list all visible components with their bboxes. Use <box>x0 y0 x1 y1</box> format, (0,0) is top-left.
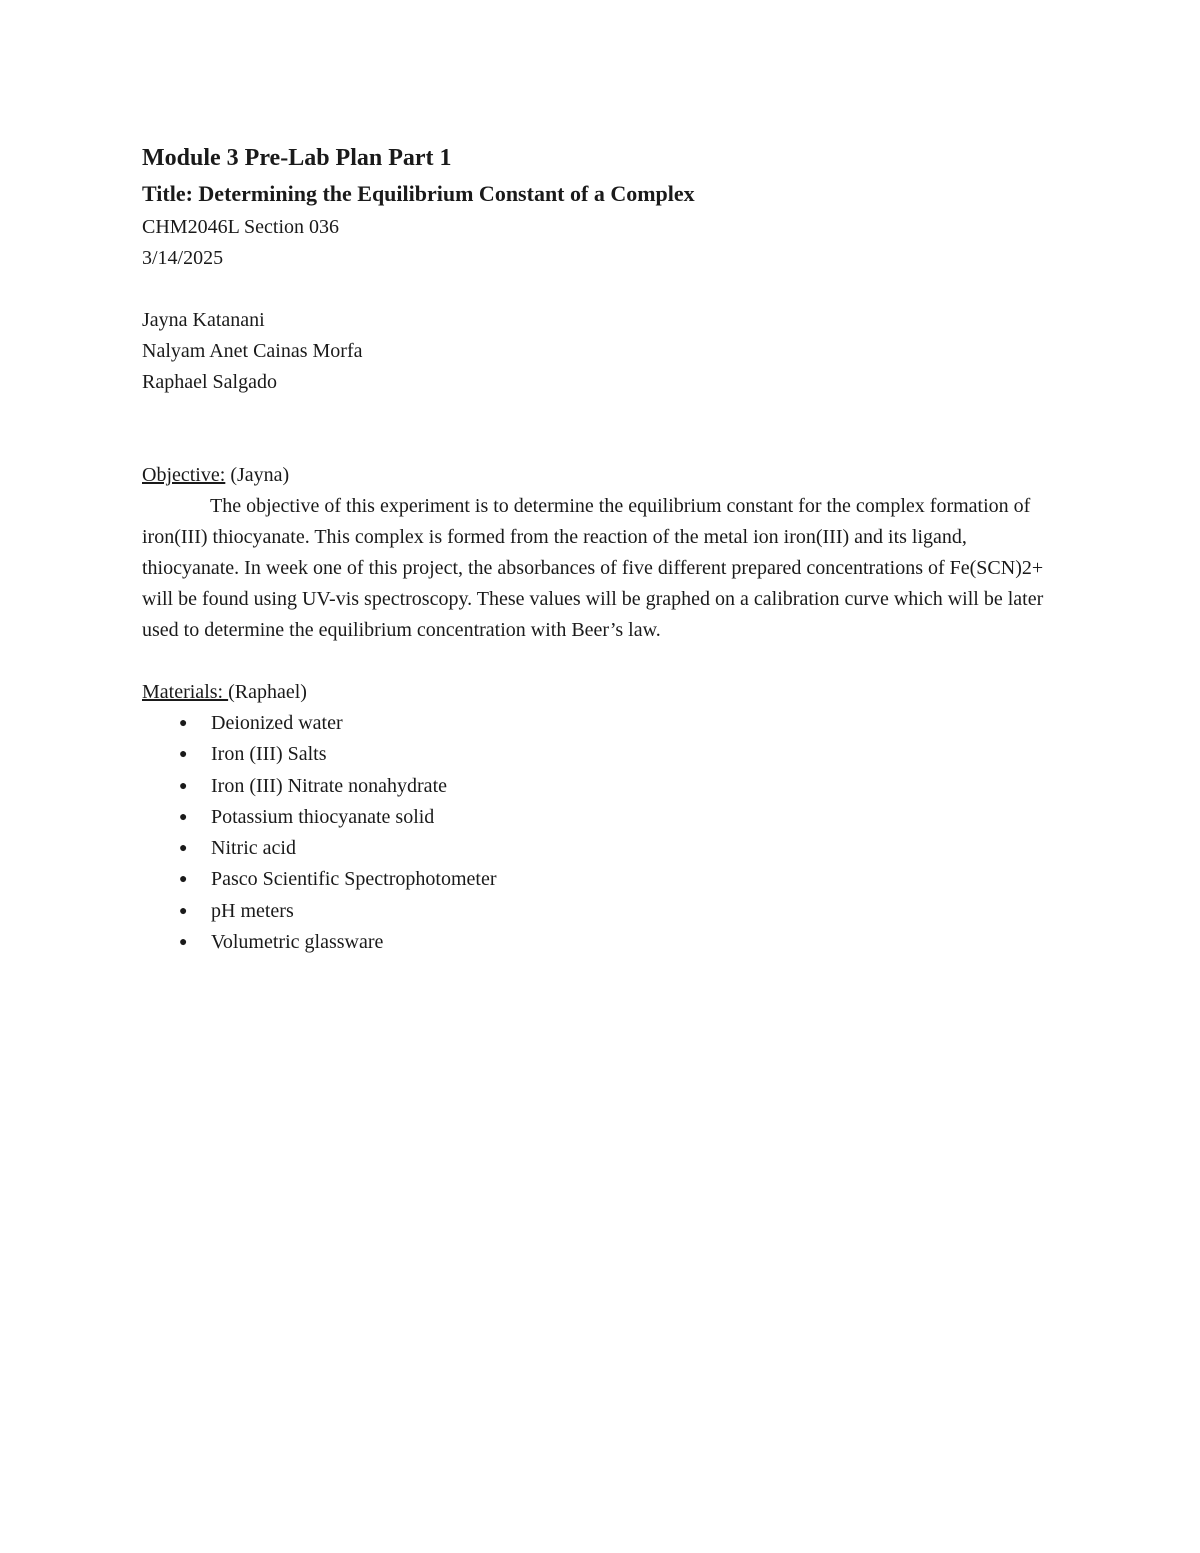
objective-paragraph: The objective of this experiment is to determine the equilibrium constant for the complex formation of iron(III) thiocyanate. This complex is formed from the reaction of the metal ion iron(III) and its ligand, thiocyanate. In week one of this project, the absorbances of five different prepared concentrations of Fe(SCN)2+ will be found using UV-vis spectroscopy. These values will be graphed on a calibration curve which will be later used to determine the equilibrium concentration with Beer’s law. <box>142 495 1044 641</box>
list-item-text: pH meters <box>211 899 294 922</box>
list-item-text: Iron (III) Nitrate nonahydrate <box>211 774 447 797</box>
list-item-text: Pasco Scientific Spectrophotometer <box>211 868 497 891</box>
bullet-icon: ● <box>179 809 188 825</box>
bullet-icon: ● <box>179 935 188 951</box>
bullet-icon: ● <box>179 903 188 919</box>
author-name: Jayna Katanani <box>142 309 265 331</box>
list-item <box>142 833 1062 864</box>
bullet-icon: ● <box>179 778 188 794</box>
bullet-icon: ● <box>179 872 188 888</box>
materials-section <box>142 677 1062 958</box>
objective-label: Objective: <box>142 464 226 486</box>
list-item-text: Volumetric glassware <box>211 931 384 954</box>
list-item <box>142 802 1062 833</box>
spacer <box>142 274 1062 305</box>
spacer <box>142 398 1062 460</box>
list-item-text: Nitric acid <box>211 837 296 860</box>
list-item <box>142 927 1062 958</box>
spacer <box>142 646 1062 677</box>
objective-author: (Jayna) <box>225 464 290 486</box>
list-item <box>142 896 1062 927</box>
list-item-text: Deionized water <box>211 712 343 734</box>
list-item <box>142 739 1062 770</box>
bullet-icon: ● <box>179 747 188 763</box>
list-item <box>142 771 1062 802</box>
document-page <box>142 140 1062 958</box>
materials-list <box>142 708 1062 958</box>
materials-label: Materials: <box>142 681 229 703</box>
list-item <box>142 708 1062 739</box>
list-item <box>142 864 1062 895</box>
bullet-icon: ● <box>179 841 188 857</box>
module-title: Module 3 Pre-Lab Plan Part 1 <box>142 145 452 171</box>
course-section: CHM2046L Section 036 <box>142 216 340 238</box>
list-item-text: Iron (III) Salts <box>211 743 327 766</box>
author-name: Raphael Salgado <box>142 371 277 393</box>
objective-heading <box>142 460 1062 491</box>
materials-heading <box>142 677 1062 708</box>
author-name: Nalyam Anet Cainas Morfa <box>142 340 363 362</box>
author-list <box>142 305 1062 398</box>
bullet-icon: ● <box>179 716 188 731</box>
objective-section <box>142 460 1062 646</box>
document-title: Title: Determining the Equilibrium Constant of a Complex <box>142 181 695 206</box>
list-item-text: Potassium thiocyanate solid <box>211 805 435 828</box>
document-date: 3/14/2025 <box>142 247 224 269</box>
materials-author: (Raphael) <box>228 681 307 703</box>
